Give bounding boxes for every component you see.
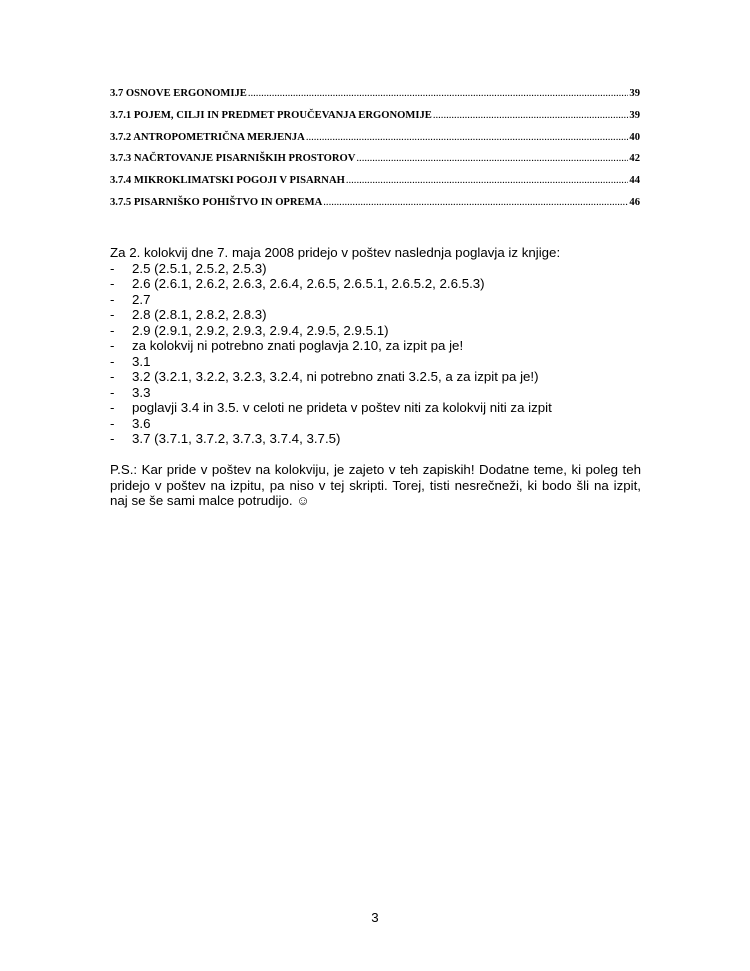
- ps-paragraph: P.S.: Kar pride v poštev na kolokviju, je zajeto v teh zapiskih! Dodatne teme, ki poleg teh pridejo v poštev na izpitu, pa niso v tej skripti. Torej, tisti nesrečneži, ki bodo šli na izpit, naj se še sami malce potrudijo. ☺: [110, 462, 641, 508]
- toc-dot-leader: [306, 132, 629, 143]
- table-of-contents: [110, 88, 640, 219]
- list-dash: -: [110, 260, 115, 276]
- list-dash: -: [110, 353, 115, 369]
- list-item: [110, 369, 641, 385]
- list-item-text: 2.8 (2.8.1, 2.8.2, 2.8.3): [132, 307, 267, 322]
- toc-entry[interactable]: [110, 175, 640, 197]
- toc-entry[interactable]: [110, 197, 640, 219]
- list-item-text: 2.5 (2.5.1, 2.5.2, 2.5.3): [132, 260, 267, 276]
- toc-entry-page: 39: [629, 109, 640, 121]
- page-number: 3: [371, 910, 379, 925]
- list-item-text: 3.1: [132, 353, 151, 369]
- list-item: [110, 338, 641, 354]
- toc-dot-leader: [356, 153, 628, 164]
- toc-entry-title: 3.7 OSNOVE ERGONOMIJE: [110, 88, 247, 99]
- list-item: [110, 431, 641, 447]
- toc-entry-page: 46: [629, 196, 640, 208]
- toc-dot-leader: [346, 175, 629, 186]
- list-dash: -: [110, 415, 115, 431]
- list-item-text: poglavji 3.4 in 3.5. v celoti ne prideta v poštev niti za kolokvij niti za izpit: [132, 400, 552, 415]
- toc-entry-page: 44: [629, 175, 640, 187]
- toc-entry-page: 42: [629, 153, 640, 165]
- toc-entry-title: 3.7.1 POJEM, CILJI IN PREDMET PROUČEVANJA ERGONOMIJE: [110, 109, 432, 121]
- toc-entry[interactable]: [110, 132, 640, 154]
- toc-dot-leader: [323, 197, 628, 208]
- list-dash: -: [110, 291, 115, 307]
- list-dash: -: [110, 338, 115, 353]
- list-item: [110, 400, 641, 416]
- toc-entry-page: 39: [629, 88, 640, 99]
- chapter-list: [110, 261, 641, 447]
- list-item-text: 3.6: [132, 415, 151, 431]
- toc-entry[interactable]: [110, 153, 640, 175]
- list-item-text: 2.7: [132, 291, 151, 307]
- list-item: [110, 354, 641, 370]
- list-item: [110, 276, 641, 292]
- list-item-text: 3.2 (3.2.1, 3.2.2, 3.2.3, 3.2.4, ni potrebno znati 3.2.5, a za izpit pa je!): [132, 369, 539, 384]
- toc-dot-leader: [433, 110, 629, 121]
- list-item: [110, 416, 641, 432]
- list-item-text: za kolokvij ni potrebno znati poglavja 2.10, za izpit pa je!: [132, 338, 464, 353]
- list-item-text: 2.9 (2.9.1, 2.9.2, 2.9.3, 2.9.4, 2.9.5, 2.9.5.1): [132, 322, 389, 338]
- list-item: [110, 323, 641, 339]
- toc-entry-page: 40: [629, 131, 640, 143]
- list-item-text: 3.7 (3.7.1, 3.7.2, 3.7.3, 3.7.4, 3.7.5): [132, 431, 341, 446]
- list-item-text: 2.6 (2.6.1, 2.6.2, 2.6.3, 2.6.4, 2.6.5, 2.6.5.1, 2.6.5.2, 2.6.5.3): [132, 276, 485, 291]
- toc-entry-title: 3.7.2 ANTROPOMETRIČNA MERJENJA: [110, 131, 305, 143]
- list-dash: -: [110, 369, 115, 384]
- list-dash: -: [110, 431, 115, 446]
- list-dash: -: [110, 400, 115, 415]
- list-dash: -: [110, 276, 115, 291]
- list-dash: -: [110, 322, 115, 338]
- toc-dot-leader: [248, 88, 629, 99]
- intro-paragraph: Za 2. kolokvij dne 7. maja 2008 pridejo v poštev naslednja poglavja iz knjige:: [110, 245, 561, 260]
- list-item: [110, 385, 641, 401]
- list-dash: -: [110, 307, 115, 322]
- list-item: [110, 292, 641, 308]
- toc-entry[interactable]: [110, 110, 640, 132]
- list-item: [110, 261, 641, 277]
- list-item-text: 3.3: [132, 384, 151, 400]
- toc-entry-title: 3.7.4 MIKROKLIMATSKI POGOJI V PISARNAH: [110, 175, 345, 187]
- list-dash: -: [110, 384, 115, 400]
- list-item: [110, 307, 641, 323]
- toc-entry-title: 3.7.5 PISARNIŠKO POHIŠTVO IN OPREMA: [110, 196, 323, 208]
- toc-entry[interactable]: [110, 88, 640, 110]
- toc-entry-title: 3.7.3 NAČRTOVANJE PISARNIŠKIH PROSTOROV: [110, 153, 356, 165]
- document-body: [110, 245, 641, 509]
